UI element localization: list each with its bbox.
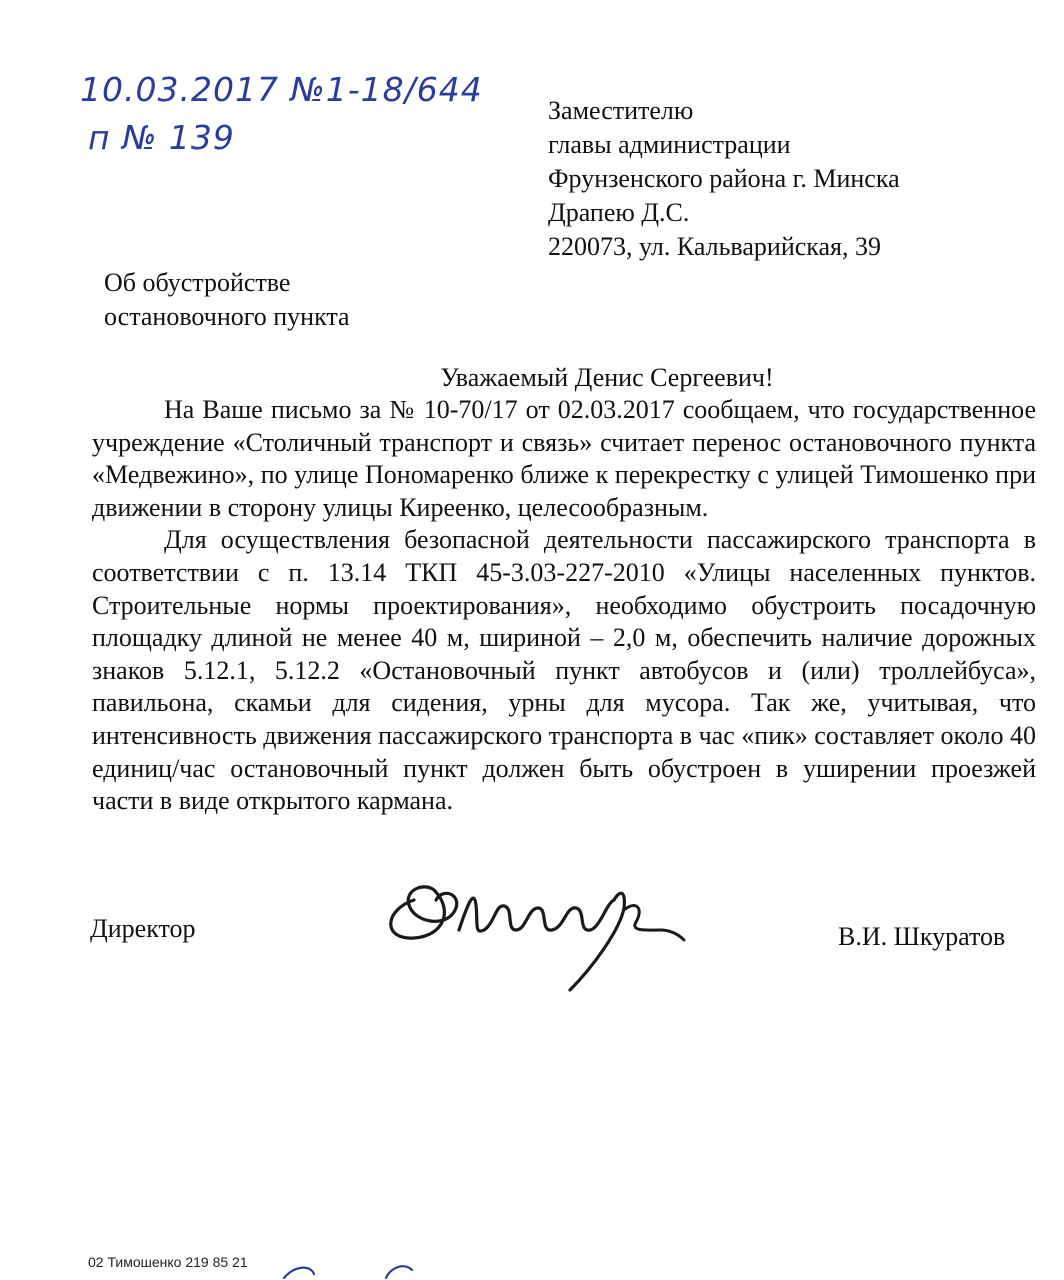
body-paragraph: На Ваше письмо за № 10-70/17 от 02.03.2017 сообщаем, что государственное учреждение «Столичный транспорт и связь» считает перенос остановочного пункта «Медвежино», по улице Пономаренко ближе к перекрестку с улицей Тимошенко при движении в сторону улицы Киреенко, целесообразным. bbox=[92, 395, 1036, 522]
addressee-line: Заместителю bbox=[548, 96, 694, 125]
body-paragraph: Для осуществления безопасной деятельности пассажирского транспорта в соответствии с п. 13.14 ТКП 45-3.03-227-2010 «Улицы населенных пунктов. Строительные нормы проектирования», необходимо обустроить посадочную площадку длиной не менее 40 м, шириной – 2,0 м, обеспечить наличие дорожных знаков 5.12.1, 5.12.2 «Остановочный пункт автобусов и (или) троллейбуса», павильона, скамьи для сидения, урны для мусора. Так же, учитывая, что интенсивность движения пассажирского транспорта в час «пик» составляет около 40 единиц/час остановочный пункт должен быть обустроен в уширении проезжей части в виде открытого кармана. bbox=[92, 525, 1036, 816]
salutation: Уважаемый Денис Сергеевич! bbox=[440, 363, 774, 392]
registration-incoming-handwritten: п № 139 bbox=[88, 118, 235, 157]
footer-note: 02 Тимошенко 219 85 21 bbox=[88, 1254, 248, 1270]
addressee-block bbox=[548, 94, 1028, 264]
addressee-line: главы администрации bbox=[548, 130, 791, 159]
addressee-line: Фрунзенского района г. Минска bbox=[548, 164, 900, 193]
subject-line: Об обустройстве bbox=[104, 268, 291, 297]
handwritten-signature-icon bbox=[374, 860, 704, 1000]
scribble-icon bbox=[280, 1262, 460, 1280]
addressee-line: Драпею Д.С. bbox=[548, 198, 690, 227]
addressee-line: 220073, ул. Кальварийская, 39 bbox=[548, 232, 882, 261]
subject-block bbox=[104, 266, 524, 334]
letter-body bbox=[92, 394, 1036, 818]
subject-line: остановочного пункта bbox=[104, 302, 350, 331]
signatory-role: Директор bbox=[90, 914, 196, 943]
registration-number-handwritten: 10.03.2017 №1-18/644 bbox=[80, 70, 483, 109]
signatory-name: В.И. Шкуратов bbox=[838, 922, 1006, 951]
